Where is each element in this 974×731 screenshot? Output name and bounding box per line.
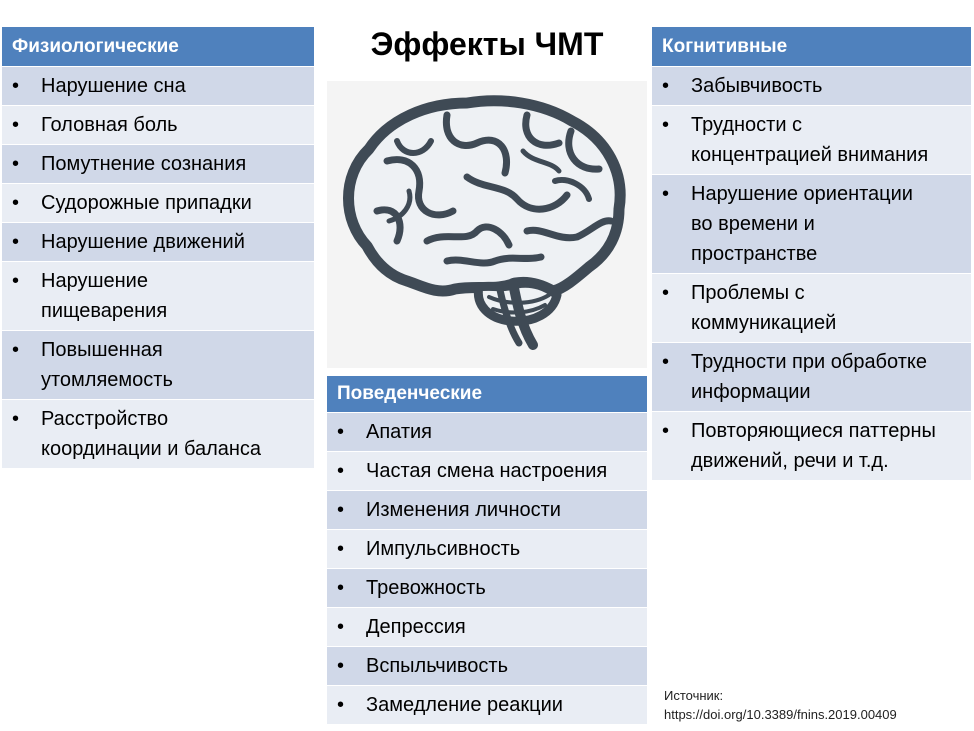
cognitive-heading: Когнитивные — [652, 27, 971, 66]
list-item-text: Апатия — [366, 421, 433, 443]
bullet-icon: • — [337, 421, 345, 443]
list-item — [2, 261, 314, 330]
list-item-text: Повышенная утомляемость — [41, 339, 173, 391]
list-item-text: Забывчивость — [691, 75, 823, 97]
list-item — [652, 342, 971, 411]
list-item-text: Импульсивность — [366, 538, 521, 560]
bullet-icon: • — [337, 616, 345, 638]
bullet-icon: • — [12, 339, 20, 361]
bullet-icon: • — [12, 270, 20, 292]
list-item-text: Трудности с концентрацией внимания — [691, 114, 929, 166]
list-item — [2, 105, 314, 144]
list-item — [652, 66, 971, 105]
brain-icon — [327, 81, 647, 368]
brain-illustration — [327, 81, 647, 368]
diagram-title: Эффекты ЧМТ — [370, 26, 604, 62]
bullet-icon: • — [662, 282, 670, 304]
physiological-heading: Физиологические — [2, 27, 314, 66]
bullet-icon: • — [12, 153, 20, 175]
bullet-icon: • — [337, 538, 345, 560]
list-item — [652, 105, 971, 174]
behavioral-list — [327, 412, 647, 724]
list-item-text: Частая смена настроения — [366, 460, 608, 482]
list-item — [2, 222, 314, 261]
physiological-list — [2, 66, 314, 468]
physiological-table — [2, 27, 314, 468]
bullet-icon: • — [12, 114, 20, 136]
source-note: Источник: https://doi.org/10.3389/fnins.2019.00409 — [664, 688, 897, 722]
list-item-text: Головная боль — [41, 114, 178, 136]
list-item — [652, 411, 971, 480]
list-item-text: Нарушение ориентации во времени и пространстве — [691, 183, 913, 265]
bullet-icon: • — [12, 192, 20, 214]
behavioral-heading: Поведенческие — [327, 376, 647, 412]
list-item-text: Нарушение движений — [41, 231, 245, 253]
bullet-icon: • — [12, 408, 20, 430]
list-item — [327, 607, 647, 646]
list-item-text: Тревожность — [366, 577, 486, 599]
list-item — [327, 412, 647, 451]
behavioral-table — [327, 376, 647, 724]
list-item — [327, 646, 647, 685]
cognitive-list — [652, 66, 971, 480]
list-item-text: Проблемы с коммуникацией — [691, 282, 837, 334]
bullet-icon: • — [12, 231, 20, 253]
bullet-icon: • — [662, 114, 670, 136]
list-item-text: Расстройство координации и баланса — [41, 408, 262, 460]
list-item-text: Замедление реакции — [366, 694, 563, 716]
list-item-text: Повторяющиеся паттерны движений, речи и т.д. — [691, 420, 936, 472]
list-item — [2, 330, 314, 399]
list-item-text: Вспыльчивость — [366, 655, 508, 677]
bullet-icon: • — [662, 351, 670, 373]
list-item — [327, 568, 647, 607]
cognitive-table — [652, 27, 971, 480]
list-item — [2, 399, 314, 468]
bullet-icon: • — [337, 577, 345, 599]
bullet-icon: • — [337, 655, 345, 677]
list-item-text: Трудности при обработке информации — [691, 351, 927, 403]
list-item — [327, 451, 647, 490]
bullet-icon: • — [662, 75, 670, 97]
list-item — [2, 66, 314, 105]
list-item-text: Судорожные припадки — [41, 192, 252, 214]
list-item-text: Нарушение пищеварения — [41, 270, 168, 322]
list-item — [327, 685, 647, 724]
list-item — [652, 174, 971, 273]
list-item-text: Помутнение сознания — [41, 153, 247, 175]
bullet-icon: • — [337, 499, 345, 521]
bullet-icon: • — [337, 460, 345, 482]
list-item-text: Депрессия — [366, 616, 466, 638]
list-item-text: Изменения личности — [366, 499, 561, 521]
bullet-icon: • — [337, 694, 345, 716]
list-item — [327, 490, 647, 529]
list-item — [652, 273, 971, 342]
list-item — [2, 183, 314, 222]
bullet-icon: • — [12, 75, 20, 97]
list-item — [327, 529, 647, 568]
bullet-icon: • — [662, 183, 670, 205]
list-item — [2, 144, 314, 183]
list-item-text: Нарушение сна — [41, 75, 186, 97]
bullet-icon: • — [662, 420, 670, 442]
